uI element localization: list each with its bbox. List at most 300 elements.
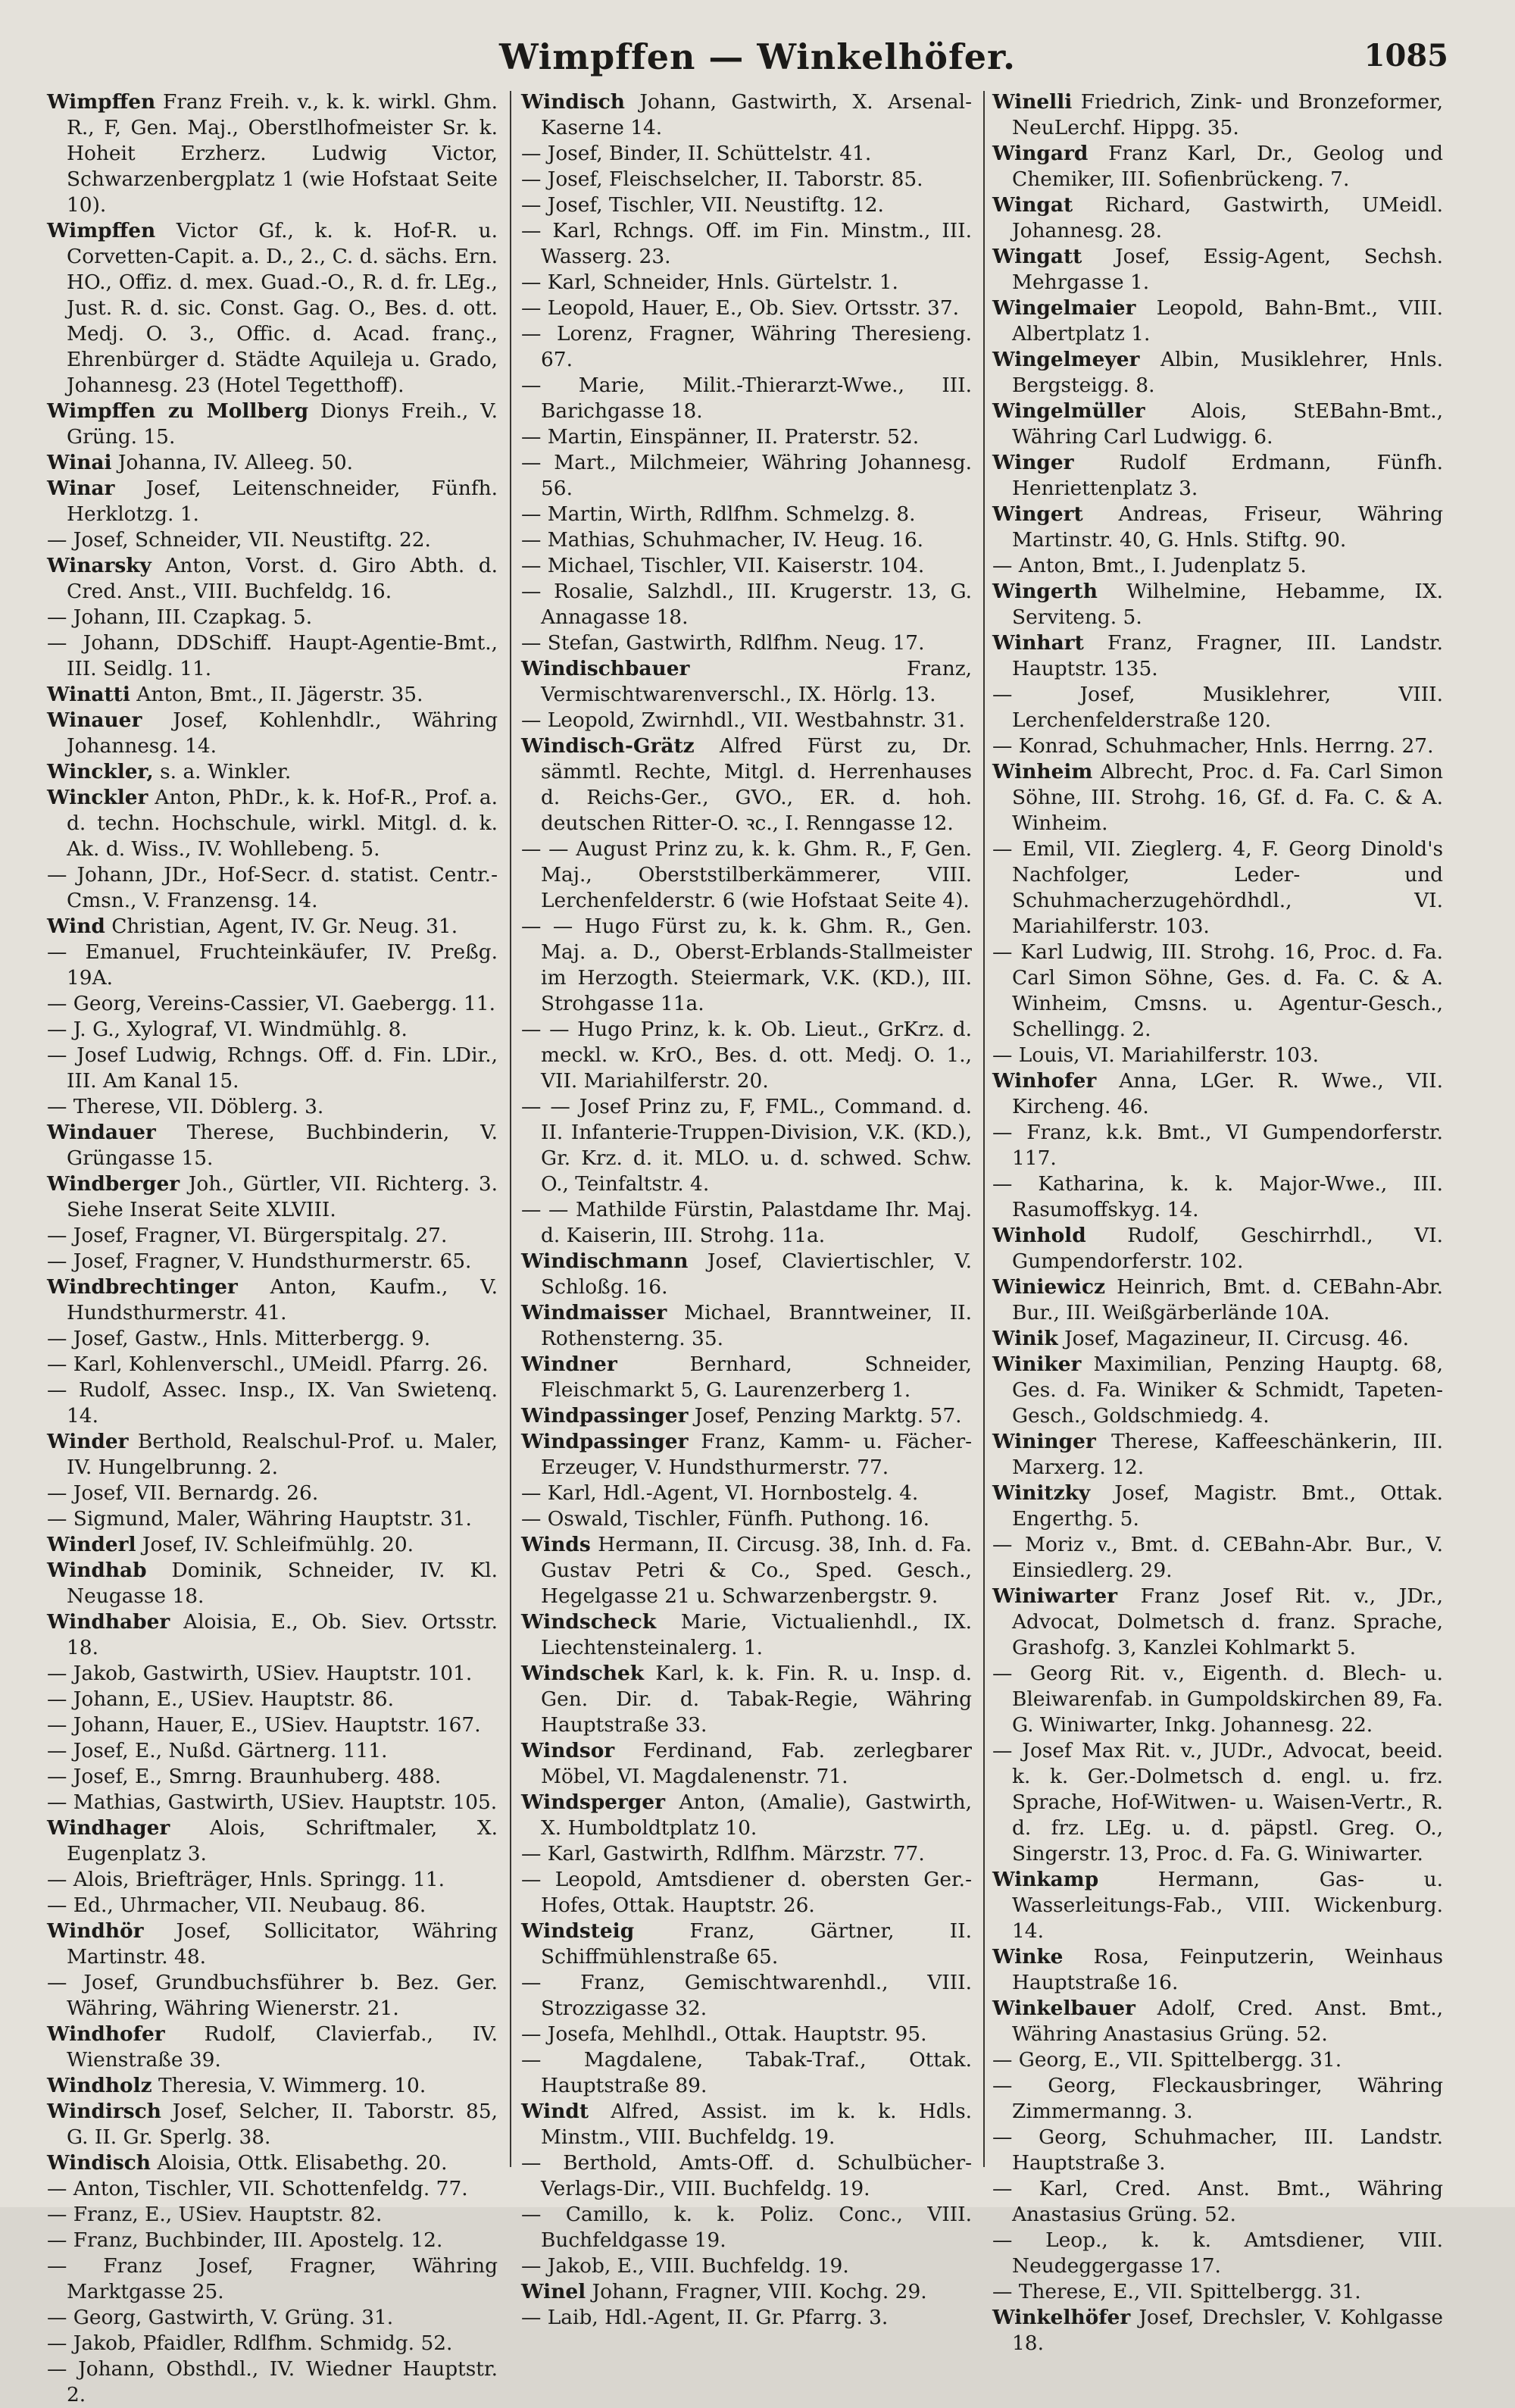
directory-entry bbox=[521, 2047, 972, 2099]
directory-entry bbox=[47, 450, 498, 476]
entry-details: Alois, StEBahn-Bmt., Währing Carl Ludwigg. 6. bbox=[1012, 399, 1443, 449]
entry-details: — J. G., Xylograf, VI. Windmühlg. 8. bbox=[47, 1018, 408, 1041]
directory-entry bbox=[521, 914, 972, 1017]
entry-details: — Laib, Hdl.-Agent, II. Gr. Pfarrg. 3. bbox=[521, 2306, 889, 2329]
entry-details: Dionys Freih., V. Grüng. 15. bbox=[67, 399, 498, 449]
directory-entry bbox=[47, 1043, 498, 1094]
entry-details: Anton, Bmt., II. Jägerstr. 35. bbox=[136, 683, 423, 706]
directory-entry bbox=[992, 399, 1443, 450]
entry-details: — Lorenz, Fragner, Währing Theresieng. 67. bbox=[521, 322, 972, 371]
entry-surname: Windirsch bbox=[47, 2100, 161, 2123]
directory-entry bbox=[992, 1867, 1443, 1944]
entry-details: Dominik, Schneider, IV. Kl. Neugasse 18. bbox=[67, 1559, 498, 1608]
entry-details: — Georg, Schuhmacher, III. Landstr. Hauptstraße 3. bbox=[992, 2125, 1443, 2175]
directory-entry bbox=[521, 141, 972, 167]
directory-entry bbox=[521, 733, 972, 837]
entry-details: — Rudolf, Assec. Insp., IX. Van Swietenq. 14. bbox=[47, 1378, 498, 1428]
entry-surname: Windischbauer bbox=[521, 657, 690, 680]
entry-details: Victor Gf., k. k. Hof-R. u. Corvetten-Capit. a. D., 2., C. d. sächs. Ern. HO., Offiz. d. mex. Guad.-O., R. d. fr. LEg., Just. R. d. sic. Const. Gag. O., Bes. d. ott. Medj. O. 3., Offic. d. Acad. franç., Ehrenbürger d. Städte Aquileja u. Grado, Johannesg. 23 (Hotel Tegetthoff). bbox=[67, 219, 498, 397]
directory-entry bbox=[521, 1352, 972, 1403]
directory-entry bbox=[521, 527, 972, 553]
entry-details: — Anton, Bmt., I. Judenplatz 5. bbox=[992, 554, 1307, 577]
entry-details: — Sigmund, Maler, Währing Hauptstr. 31. bbox=[47, 1507, 472, 1531]
directory-entry bbox=[992, 837, 1443, 940]
entry-details: — Stefan, Gastwirth, Rdlfhm. Neug. 17. bbox=[521, 631, 925, 655]
entry-details: Andreas, Friseur, Währing Martinstr. 40, G. Hnls. Stiftg. 90. bbox=[1012, 502, 1444, 552]
entry-details: Maximilian, Penzing Hauptg. 68, Ges. d. Fa. Winiker & Schmidt, Tapeten-Gesch., Goldschmiedg. 4. bbox=[1012, 1353, 1443, 1428]
entry-surname: Windholz bbox=[47, 2074, 152, 2097]
entry-surname: Windpassinger bbox=[521, 1430, 689, 1453]
directory-column-2 bbox=[521, 89, 973, 2329]
directory-entry bbox=[521, 1249, 972, 1300]
entry-details: Anton, (Amalie), Gastwirth, X. Humboldtplatz 10. bbox=[541, 1790, 972, 1840]
entry-surname: Winauer bbox=[47, 708, 142, 732]
entry-details: Johann, Fragner, VIII. Kochg. 29. bbox=[592, 2280, 927, 2303]
entry-details: — Moriz v., Bmt. d. CEBahn-Abr. Bur., V. Einsiedlerg. 29. bbox=[992, 1533, 1443, 1582]
entry-surname: Windisch bbox=[521, 90, 625, 114]
entry-details: Wilhelmine, Hebamme, IX. Serviteng. 5. bbox=[1012, 580, 1443, 629]
entry-details: Johann, Gastwirth, X. Arsenal-Kaserne 14. bbox=[541, 90, 972, 139]
entry-details: Josef, Selcher, II. Taborstr. 85, G. II. Gr. Sperlg. 38. bbox=[67, 2100, 498, 2149]
directory-entry bbox=[47, 1738, 498, 1764]
directory-entry bbox=[992, 1120, 1443, 1171]
directory-entry bbox=[47, 2305, 498, 2331]
entry-surname: Wimpffen bbox=[47, 90, 156, 114]
entry-surname: Winhofer bbox=[992, 1069, 1097, 1093]
entry-surname: Windhör bbox=[47, 1919, 144, 1943]
entry-details: — Therese, E., VII. Spittelbergg. 31. bbox=[992, 2280, 1361, 2303]
entry-surname: Winkamp bbox=[992, 1868, 1099, 1891]
directory-entry bbox=[992, 2228, 1443, 2279]
entry-details: — Josef, Musiklehrer, VIII. Lerchenfelderstraße 120. bbox=[992, 683, 1443, 732]
directory-entry bbox=[47, 991, 498, 1017]
directory-entry bbox=[47, 759, 498, 785]
directory-entry bbox=[47, 862, 498, 914]
entry-surname: Wimpffen bbox=[47, 219, 156, 242]
directory-entry bbox=[47, 1274, 498, 1326]
entry-surname: Windhager bbox=[47, 1816, 170, 1840]
directory-entry bbox=[47, 2022, 498, 2073]
entry-surname: Winder bbox=[47, 1430, 129, 1453]
entry-surname: Windauer bbox=[47, 1121, 156, 1144]
directory-entry bbox=[521, 89, 972, 141]
entry-details: Christian, Agent, IV. Gr. Neug. 31. bbox=[111, 915, 458, 938]
entry-surname: Winiewicz bbox=[992, 1275, 1106, 1299]
entry-details: — Josef, Fragner, V. Hundsthurmerstr. 65. bbox=[47, 1249, 472, 1273]
entry-details: Josef, Drechsler, V. Kohlgasse 18. bbox=[1012, 2306, 1444, 2355]
entry-details: Hermann, II. Circusg. 38, Inh. d. Fa. Gustav Petri & Co., Sped. Gesch., Hegelgasse 21 u. Schwarzenbergstr. 9. bbox=[541, 1533, 973, 1608]
directory-entry bbox=[47, 527, 498, 553]
entry-details: — Anton, Tischler, VII. Schottenfeldg. 77. bbox=[47, 2177, 468, 2200]
entry-surname: Wingelmaier bbox=[992, 296, 1136, 320]
entry-details: — Josef, E., Smrng. Braunhuberg. 488. bbox=[47, 1765, 442, 1788]
directory-entry bbox=[47, 1764, 498, 1790]
entry-surname: Windhaber bbox=[47, 1610, 170, 1634]
entry-surname: Windt bbox=[521, 2100, 589, 2123]
entry-details: — Johann, Obsthdl., IV. Wiedner Hauptstr. 2. bbox=[47, 2357, 498, 2406]
entry-details: Franz Freih. v., k. k. wirkl. Ghm. R., F, Gen. Maj., Oberstlhofmeister Sr. k. Hoheit Erzherz. Ludwig Victor, Schwarzenbergplatz 1 (wie Hofstaat Seite 10). bbox=[67, 90, 498, 217]
page-number: 1085 bbox=[1364, 38, 1448, 73]
entry-surname: Winke bbox=[992, 1945, 1064, 1969]
entry-details: Adolf, Cred. Anst. Bmt., Währing Anastasius Grüng. 52. bbox=[1012, 1997, 1444, 2046]
entry-details: — Georg, Vereins-Cassier, VI. Gaebergg. 11. bbox=[47, 992, 495, 1015]
entry-surname: Windmaisser bbox=[521, 1301, 667, 1324]
entry-surname: Winckler bbox=[47, 786, 148, 809]
entry-details: — Emanuel, Fruchteinkäufer, IV. Preßg. 19A. bbox=[47, 940, 498, 990]
directory-entry bbox=[992, 502, 1443, 553]
entry-surname: Winelli bbox=[992, 90, 1073, 114]
entry-details: Albrecht, Proc. d. Fa. Carl Simon Söhne, III. Strohg. 16, Gf. d. Fa. C. & A. Winheim. bbox=[1012, 760, 1444, 835]
directory-entry bbox=[992, 682, 1443, 733]
entry-details: — — Josef Prinz zu, F, FML., Command. d. II. Infanterie-Truppen-Division, V.K. (KD.), Gr. Krz. d. it. MLO. u. d. schwed. Schw. O., Teinfaltstr. 4. bbox=[521, 1095, 972, 1196]
directory-entry bbox=[521, 450, 972, 502]
entry-details: Joh., Gürtler, VII. Richterg. 3. Siehe Inserat Seite XLVIII. bbox=[67, 1172, 498, 1221]
entry-details: Franz Karl, Dr., Geolog und Chemiker, III. Sofienbrückeng. 7. bbox=[1012, 142, 1443, 191]
directory-entry bbox=[521, 192, 972, 218]
directory-entry bbox=[521, 502, 972, 527]
entry-details: Leopold, Bahn-Bmt., VIII. Albertplatz 1. bbox=[1012, 296, 1444, 346]
entry-surname: Windberger bbox=[47, 1172, 180, 1196]
entry-details: — Louis, VI. Mariahilferstr. 103. bbox=[992, 1043, 1320, 1067]
directory-entry bbox=[47, 2356, 498, 2408]
entry-details: Alfred Fürst zu, Dr. sämmtl. Rechte, Mitgl. d. Herrenhauses d. Reichs-Ger., GVO., ER. d. hoh. deutschen Ritter-O. ꝛc., I. Renngasse 12. bbox=[541, 734, 973, 835]
entry-surname: Wind bbox=[47, 915, 105, 938]
entry-details: — Franz, E., USiev. Hauptstr. 82. bbox=[47, 2203, 383, 2226]
directory-entry bbox=[521, 1300, 972, 1352]
directory-entry bbox=[47, 1558, 498, 1609]
entry-details: — Therese, VII. Döblerg. 3. bbox=[47, 1095, 324, 1118]
directory-entry bbox=[992, 1738, 1443, 1867]
entry-details: — Josef, Binder, II. Schüttelstr. 41. bbox=[521, 142, 872, 165]
directory-entry bbox=[992, 553, 1443, 579]
entry-details: — Johann, Hauer, E., USiev. Hauptstr. 167. bbox=[47, 1713, 481, 1737]
directory-entry bbox=[521, 1790, 972, 1841]
directory-entry bbox=[47, 1326, 498, 1352]
entry-details: — Leop., k. k. Amtsdiener, VIII. Neudeggergasse 17. bbox=[992, 2228, 1443, 2278]
entry-surname: Winik bbox=[992, 1327, 1058, 1350]
directory-entry bbox=[521, 2253, 972, 2279]
directory-entry bbox=[47, 1017, 498, 1043]
directory-entry bbox=[47, 1378, 498, 1429]
directory-entry bbox=[992, 1223, 1443, 1274]
directory-entry bbox=[47, 2073, 498, 2099]
directory-entry bbox=[47, 2228, 498, 2253]
directory-entry bbox=[47, 2202, 498, 2228]
entry-details: Anton, PhDr., k. k. Hof-R., Prof. a. d. techn. Hochschule, wirkl. Mitgl. d. k. Ak. d. Wiss., IV. Wohllebeng. 5. bbox=[67, 786, 498, 861]
entry-details: — Leopold, Zwirnhdl., VII. Westbahnstr. 31. bbox=[521, 708, 965, 732]
entry-details: — Martin, Einspänner, II. Praterstr. 52. bbox=[521, 425, 920, 449]
entry-details: Franz, Gärtner, II. Schiffmühlenstraße 65. bbox=[541, 1919, 972, 1969]
entry-details: Alfred, Assist. im k. k. Hdls. Minstm., VIII. Buchfeldg. 19. bbox=[541, 2100, 973, 2149]
entry-details: Michael, Branntweiner, II. Rothensterng. 35. bbox=[541, 1301, 972, 1350]
entry-surname: Winai bbox=[47, 451, 112, 474]
entry-details: Rudolf, Geschirrhdl., VI. Gumpendorferstr. 102. bbox=[1012, 1224, 1443, 1273]
entry-surname: Winitzky bbox=[992, 1481, 1091, 1505]
entry-details: Bernhard, Schneider, Fleischmarkt 5, G. Laurenzerberg 1. bbox=[541, 1353, 973, 1402]
entry-details: — Josef Ludwig, Rchngs. Off. d. Fin. LDir., III. Am Kanal 15. bbox=[47, 1043, 498, 1093]
directory-entry bbox=[47, 1249, 498, 1274]
directory-entry bbox=[47, 1687, 498, 1712]
entry-details: — Ed., Uhrmacher, VII. Neubaug. 86. bbox=[47, 1894, 426, 1917]
directory-entry bbox=[521, 424, 972, 450]
entry-details: — Georg, E., VII. Spittelbergg. 31. bbox=[992, 2048, 1342, 2072]
entry-details: — Georg, Fleckausbringer, Währing Zimmermanng. 3. bbox=[992, 2074, 1443, 2123]
entry-surname: Winckler, bbox=[47, 760, 154, 783]
directory-entry bbox=[992, 759, 1443, 837]
directory-entry bbox=[47, 553, 498, 605]
directory-entry bbox=[992, 1274, 1443, 1326]
entry-surname: Windisch bbox=[47, 2151, 151, 2175]
entry-surname: Windsperger bbox=[521, 1790, 665, 1814]
entry-details: — Josefa, Mehlhdl., Ottak. Hauptstr. 95. bbox=[521, 2022, 927, 2046]
entry-surname: Winiwarter bbox=[992, 1584, 1118, 1608]
directory-entry bbox=[521, 296, 972, 321]
entry-surname: Winel bbox=[521, 2280, 586, 2303]
entry-surname: Winger bbox=[992, 451, 1074, 474]
directory-entry bbox=[521, 1403, 972, 1429]
directory-entry bbox=[47, 89, 498, 218]
entry-surname: Windhab bbox=[47, 1559, 147, 1582]
directory-entry bbox=[47, 2099, 498, 2150]
entry-details: — Johann, III. Czapkag. 5. bbox=[47, 605, 313, 629]
directory-entry bbox=[992, 347, 1443, 399]
entry-details: — Franz, Buchbinder, III. Apostelg. 12. bbox=[47, 2228, 443, 2252]
directory-entry bbox=[992, 1326, 1443, 1352]
entry-details: — Karl, Gastwirth, Rdlfhm. Märzstr. 77. bbox=[521, 1842, 925, 1865]
directory-entry bbox=[521, 708, 972, 733]
directory-entry bbox=[992, 1584, 1443, 1661]
entry-surname: Wingatt bbox=[992, 245, 1082, 268]
directory-entry bbox=[521, 2022, 972, 2047]
column-divider bbox=[983, 91, 985, 2167]
directory-entry bbox=[521, 167, 972, 192]
entry-details: Johanna, IV. Alleeg. 50. bbox=[117, 451, 354, 474]
directory-entry bbox=[992, 296, 1443, 347]
directory-column-3 bbox=[992, 89, 1444, 2355]
entry-details: Hermann, Gas- u. Wasserleitungs-Fab., VIII. Wickenburg. 14. bbox=[1012, 1868, 1444, 1943]
entry-details: — Josef, VII. Bernardg. 26. bbox=[47, 1481, 319, 1505]
entry-details: — Jakob, Pfaidler, Rdlfhm. Schmidg. 52. bbox=[47, 2331, 453, 2355]
entry-details: — Georg, Gastwirth, V. Grüng. 31. bbox=[47, 2306, 394, 2329]
entry-details: — Josef, Fleischselcher, II. Taborstr. 85. bbox=[521, 167, 923, 191]
directory-column-1 bbox=[47, 89, 498, 2406]
directory-entry bbox=[992, 2305, 1443, 2356]
entry-details: — Leopold, Amtsdiener d. obersten Ger.-Hofes, Ottak. Hauptstr. 26. bbox=[521, 1868, 972, 1917]
entry-details: — Johann, JDr., Hof-Secr. d. statist. Centr.-Cmsn., V. Franzensg. 14. bbox=[47, 863, 498, 912]
directory-entry bbox=[992, 940, 1443, 1043]
entry-surname: Winiker bbox=[992, 1353, 1082, 1376]
entry-details: — Jakob, E., VIII. Buchfeldg. 19. bbox=[521, 2254, 849, 2278]
entry-surname: Winheim bbox=[992, 760, 1093, 783]
directory-entry bbox=[521, 2150, 972, 2202]
entry-details: — Josef, Tischler, VII. Neustiftg. 12. bbox=[521, 193, 884, 217]
entry-details: — Georg Rit. v., Eigenth. d. Blech- u. Bleiwarenfab. in Gumpoldskirchen 89, Fa. G. Winiwarter, Inkg. Johannesg. 22. bbox=[992, 1662, 1443, 1737]
directory-entry bbox=[992, 2073, 1443, 2125]
entry-details: Anna, LGer. R. Wwe., VII. Kircheng. 46. bbox=[1012, 1069, 1443, 1118]
directory-entry bbox=[47, 476, 498, 527]
entry-details: — Leopold, Hauer, E., Ob. Siev. Ortsstr. 37. bbox=[521, 296, 960, 320]
entry-details: Ferdinand, Fab. zerlegbarer Möbel, VI. Magdalenenstr. 71. bbox=[541, 1739, 973, 1788]
directory-entry bbox=[47, 2331, 498, 2356]
directory-entry bbox=[521, 270, 972, 296]
directory-entry bbox=[521, 1481, 972, 1506]
entry-details: — Katharina, k. k. Major-Wwe., III. Rasumoffskyg. 14. bbox=[992, 1172, 1443, 1221]
directory-entry bbox=[992, 192, 1443, 244]
entry-details: Richard, Gastwirth, UMeidl. Johannesg. 28. bbox=[1012, 193, 1443, 242]
entry-details: — Karl, Cred. Anst. Bmt., Währing Anastasius Grüng. 52. bbox=[992, 2177, 1443, 2226]
directory-entry bbox=[521, 2099, 972, 2150]
directory-entry bbox=[992, 450, 1443, 502]
entry-details: — — Hugo Fürst zu, k. k. Ghm. R., Gen. Maj. a. D., Oberst-Erblands-Stallmeister im Herzogth. Steiermark, V.K. (KD.), III. Strohgasse 11a. bbox=[521, 915, 972, 1015]
entry-details: — Alois, Briefträger, Hnls. Springg. 11. bbox=[47, 1868, 445, 1891]
directory-entry bbox=[992, 630, 1443, 682]
entry-details: — Emil, VII. Zieglerg. 4, F. Georg Dinold's Nachfolger, Leder- und Schuhmacherzugehördhdl., VI. Mariahilferstr. 103. bbox=[992, 837, 1443, 938]
entry-details: — Josef, Fragner, VI. Bürgerspitalg. 27. bbox=[47, 1224, 448, 1247]
directory-entry bbox=[521, 1532, 972, 1609]
entry-surname: Windisch-Grätz bbox=[521, 734, 695, 758]
directory-entry bbox=[47, 218, 498, 399]
directory-entry bbox=[521, 218, 972, 270]
entry-details: — Jakob, Gastwirth, USiev. Hauptstr. 101. bbox=[47, 1662, 473, 1685]
directory-entry bbox=[47, 1171, 498, 1223]
entry-details: — Mathias, Schuhmacher, IV. Heug. 16. bbox=[521, 528, 924, 552]
directory-entry bbox=[521, 1661, 972, 1738]
directory-entry bbox=[992, 2125, 1443, 2176]
entry-surname: Wininger bbox=[992, 1430, 1096, 1453]
entry-details: Alois, Schriftmaler, X. Eugenplatz 3. bbox=[67, 1816, 498, 1865]
entry-surname: Winatti bbox=[47, 683, 130, 706]
directory-entry bbox=[47, 785, 498, 862]
entry-details: Aloisia, E., Ob. Siev. Ortsstr. 18. bbox=[67, 1610, 498, 1659]
directory-entry bbox=[521, 373, 972, 424]
entry-details: — Rosalie, Salzhdl., III. Krugerstr. 13, G. Annagasse 18. bbox=[521, 580, 972, 629]
directory-entry bbox=[992, 244, 1443, 296]
directory-entry bbox=[992, 1171, 1443, 1223]
directory-entry bbox=[521, 1919, 972, 1970]
entry-details: — Josef, E., Nußd. Gärtnerg. 111. bbox=[47, 1739, 388, 1762]
directory-entry bbox=[47, 708, 498, 759]
entry-surname: Winhart bbox=[992, 631, 1084, 655]
entry-details: — Franz, Gemischtwarenhdl., VIII. Strozzigasse 32. bbox=[521, 1971, 972, 2020]
directory-entry bbox=[47, 1609, 498, 1661]
directory-entry bbox=[992, 2047, 1443, 2073]
column-divider bbox=[510, 91, 511, 2167]
entry-details: Josef, Claviertischler, V. Schloßg. 16. bbox=[541, 1249, 972, 1299]
directory-entry bbox=[521, 1970, 972, 2022]
entry-details: — — August Prinz zu, k. k. Ghm. R., F, Gen. Maj., Oberststilberkämmerer, VIII. Lerchenfelderstr. 6 (wie Hofstaat Seite 4). bbox=[521, 837, 972, 912]
directory-entry bbox=[521, 837, 972, 914]
entry-details: Rudolf Erdmann, Fünfh. Henriettenplatz 3. bbox=[1012, 451, 1443, 500]
entry-details: Josef, Magazineur, II. Circusg. 46. bbox=[1064, 1327, 1409, 1350]
entry-surname: Winds bbox=[521, 1533, 591, 1556]
entry-details: — Martin, Wirth, Rdlfhm. Schmelzg. 8. bbox=[521, 502, 916, 526]
entry-details: — Berthold, Amts-Off. d. Schulbücher-Verlags-Dir., VIII. Buchfeldg. 19. bbox=[521, 2151, 972, 2200]
directory-entry bbox=[521, 2305, 972, 2331]
directory-entry bbox=[47, 1919, 498, 1970]
entry-surname: Winar bbox=[47, 477, 115, 500]
entry-surname: Windsteig bbox=[521, 1919, 635, 1943]
entry-surname: Wingerth bbox=[992, 580, 1098, 603]
entry-details: — Johann, E., USiev. Hauptstr. 86. bbox=[47, 1687, 394, 1711]
entry-details: — Mart., Milchmeier, Währing Johannesg. 56. bbox=[521, 451, 972, 500]
directory-entry bbox=[992, 1532, 1443, 1584]
entry-details: Josef, Essig-Agent, Sechsh. Mehrgasse 1. bbox=[1012, 245, 1443, 294]
entry-details: — Franz, k.k. Bmt., VI Gumpendorferstr. 117. bbox=[992, 1121, 1443, 1170]
directory-entry bbox=[47, 1790, 498, 1815]
directory-entry bbox=[521, 2279, 972, 2305]
directory-entry bbox=[521, 1094, 972, 1197]
directory-entry bbox=[47, 914, 498, 940]
entry-surname: Wingert bbox=[992, 502, 1083, 526]
directory-entry bbox=[47, 1532, 498, 1558]
directory-entry bbox=[992, 2176, 1443, 2228]
directory-entry bbox=[992, 2279, 1443, 2305]
directory-entry bbox=[47, 1506, 498, 1532]
entry-surname: Wingelmeyer bbox=[992, 348, 1140, 371]
entry-details: Josef, IV. Schleifmühlg. 20. bbox=[142, 1533, 414, 1556]
directory-entry bbox=[521, 630, 972, 656]
directory-entry bbox=[521, 553, 972, 579]
entry-details: — Josef, Gastw., Hnls. Mitterbergg. 9. bbox=[47, 1327, 431, 1350]
directory-entry bbox=[521, 1506, 972, 1532]
entry-details: Therese, Buchbinderin, V. Grüngasse 15. bbox=[67, 1121, 498, 1170]
directory-entry bbox=[521, 321, 972, 373]
entry-details: Therese, Kaffeeschänkerin, III. Marxerg. 12. bbox=[1012, 1430, 1444, 1479]
directory-entry bbox=[992, 733, 1443, 759]
entry-details: Rudolf, Clavierfab., IV. Wienstraße 39. bbox=[67, 2022, 498, 2072]
entry-surname: Winhold bbox=[992, 1224, 1086, 1247]
directory-entry bbox=[47, 399, 498, 450]
directory-entry bbox=[992, 579, 1443, 630]
entry-details: Berthold, Realschul-Prof. u. Maler, IV. Hungelbrunng. 2. bbox=[67, 1430, 498, 1479]
entry-details: Anton, Vorst. d. Giro Abth. d. Cred. Anst., VIII. Buchfeldg. 16. bbox=[67, 554, 498, 603]
directory-entry bbox=[47, 2253, 498, 2305]
entry-details: — — Hugo Prinz, k. k. Ob. Lieut., GrKrz. d. meckl. w. KrO., Bes. d. ott. Medj. O. 1., VII. Mariahilferstr. 20. bbox=[521, 1018, 972, 1093]
directory-entry bbox=[47, 1094, 498, 1120]
directory-entry bbox=[47, 2150, 498, 2176]
entry-details: Franz Josef Rit. v., JDr., Advocat, Dolmetsch d. franz. Sprache, Grashofg. 3, Kanzlei Kohlmarkt 5. bbox=[1012, 1584, 1444, 1659]
directory-entry bbox=[521, 1738, 972, 1790]
entry-details: Josef, Penzing Marktg. 57. bbox=[694, 1404, 962, 1428]
entry-details: Josef, Kohlenhdlr., Währing Johannesg. 14. bbox=[67, 708, 498, 758]
directory-entry bbox=[992, 1043, 1443, 1068]
entry-surname: Windscheck bbox=[521, 1610, 657, 1634]
entry-details: Heinrich, Bmt. d. CEBahn-Abr. Bur., III. Weißgärberlände 10A. bbox=[1012, 1275, 1443, 1324]
directory-entry bbox=[47, 1429, 498, 1481]
entry-details: — Karl, Schneider, Hnls. Gürtelstr. 1. bbox=[521, 271, 898, 294]
directory-entry bbox=[521, 579, 972, 630]
directory-entry bbox=[992, 1352, 1443, 1429]
entry-surname: Wingard bbox=[992, 142, 1089, 165]
entry-surname: Windischmann bbox=[521, 1249, 689, 1273]
directory-entry bbox=[47, 682, 498, 708]
directory-entry bbox=[521, 1017, 972, 1094]
directory-entry bbox=[521, 2202, 972, 2253]
entry-details: Rosa, Feinputzerin, Weinhaus Hauptstraße 16. bbox=[1012, 1945, 1443, 1994]
directory-entry bbox=[992, 1068, 1443, 1120]
entry-details: — Karl, Hdl.-Agent, VI. Hornbostelg. 4. bbox=[521, 1481, 919, 1505]
directory-entry bbox=[521, 1841, 972, 1867]
directory-entry bbox=[47, 1223, 498, 1249]
entry-details: Theresia, V. Wimmerg. 10. bbox=[158, 2074, 426, 2097]
entry-details: Friedrich, Zink- und Bronzeformer, NeuLerchf. Hippg. 35. bbox=[1012, 90, 1444, 139]
entry-details: Franz, Fragner, III. Landstr. Hauptstr. 135. bbox=[1012, 631, 1443, 680]
directory-entry bbox=[47, 1970, 498, 2022]
entry-details: — Karl Ludwig, III. Strohg. 16, Proc. d. Fa. Carl Simon Söhne, Ges. d. Fa. C. & A. Winheim, Cmsns. u. Agentur-Gesch., Schellingg. 2. bbox=[992, 940, 1443, 1041]
entry-details: — — Mathilde Fürstin, Palastdame Ihr. Maj. d. Kaiserin, III. Strohg. 11a. bbox=[521, 1198, 972, 1247]
directory-entry bbox=[47, 1120, 498, 1171]
entry-surname: Wimpffen zu Mollberg bbox=[47, 399, 309, 423]
